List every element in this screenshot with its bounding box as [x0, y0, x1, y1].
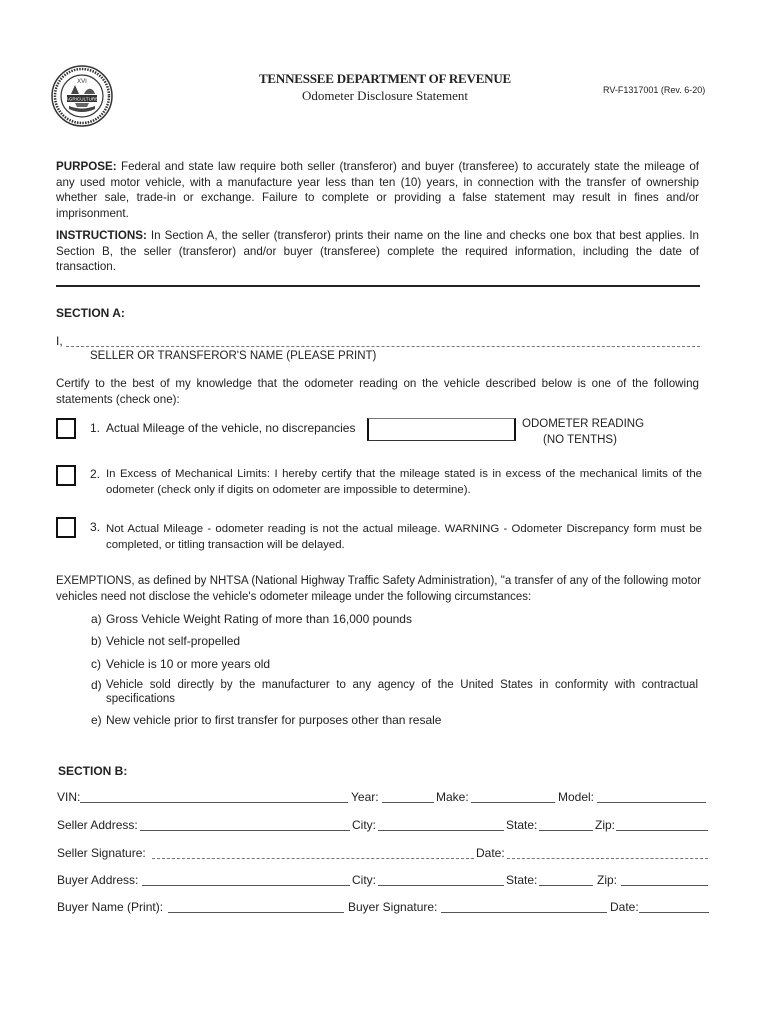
option-1-text: Actual Mileage of the vehicle, no discrepancies [106, 421, 356, 435]
year-field[interactable] [382, 802, 434, 803]
odometer-reading-box[interactable] [367, 418, 516, 441]
exemption-d-letter: d) [91, 678, 102, 692]
seller-signature-field[interactable] [152, 858, 474, 859]
buyer-name-label: Buyer Name (Print): [57, 900, 164, 914]
section-b-heading: SECTION B: [58, 764, 128, 778]
seller-name-caption: SELLER OR TRANSFEROR'S NAME (PLEASE PRINT) [90, 350, 377, 362]
buyer-signature-label: Buyer Signature: [348, 900, 438, 914]
form-number: RV-F1317001 (Rev. 6-20) [603, 85, 706, 95]
purpose-paragraph [56, 159, 699, 221]
seller-state-field[interactable] [539, 830, 593, 831]
make-field[interactable] [471, 802, 555, 803]
model-label: Model: [558, 790, 595, 804]
buyer-name-field[interactable] [168, 912, 344, 913]
option-3-text: Not Actual Mileage - odometer reading is not the actual mileage. WARNING - Odometer Discrepancy form must be completed, or titling transaction will be delayed. [106, 523, 702, 551]
vin-label: VIN: [57, 790, 81, 804]
seller-name-field[interactable] [66, 346, 700, 347]
buyer-zip-field[interactable] [621, 885, 708, 886]
buyer-date-field[interactable] [639, 912, 709, 913]
form-title: Odometer Disclosure Statement [301, 88, 469, 103]
seller-address-label: Seller Address: [57, 818, 138, 832]
buyer-signature-field[interactable] [441, 912, 607, 913]
buyer-city-field[interactable] [378, 885, 504, 886]
seller-city-label: City: [352, 818, 376, 832]
exemption-d-text: Vehicle sold directly by the manufacturer to any agency of the United States in conformity with contractual specifications [106, 679, 698, 705]
odometer-sublabel: (NO TENTHS) [543, 434, 617, 446]
department-title: TENNESSEE DEPARTMENT OF REVENUE [258, 71, 512, 86]
exemption-e-letter: e) [91, 713, 102, 727]
buyer-address-field[interactable] [142, 885, 350, 886]
instructions-label: INSTRUCTIONS: [56, 229, 147, 242]
section-divider [56, 285, 700, 287]
buyer-state-field[interactable] [539, 885, 593, 886]
seller-signature-label: Seller Signature: [57, 846, 146, 860]
seller-address-field[interactable] [140, 830, 350, 831]
option-2-number: 2. [90, 467, 101, 481]
option-3-checkbox[interactable] [56, 517, 76, 538]
make-label: Make: [436, 790, 469, 804]
state-seal [51, 65, 113, 127]
seller-city-field[interactable] [378, 830, 504, 831]
option-3-number: 3. [90, 520, 101, 534]
seal-text: AGRICULTURE [65, 96, 99, 102]
seller-zip-field[interactable] [616, 830, 708, 831]
buyer-city-label: City: [352, 873, 376, 887]
option-1-number: 1. [90, 421, 101, 435]
exemption-a-text: Gross Vehicle Weight Rating of more than 16,000 pounds [106, 612, 412, 626]
option-2-text: In Excess of Mechanical Limits: I hereby certify that the mileage stated is in excess of the mechanical limits of the odometer (check only if digits on odometer are impossible to determine). [106, 468, 702, 496]
exemption-b-text: Vehicle not self-propelled [106, 634, 241, 648]
purpose-text: Federal and state law require both seller (transferor) and buyer (transferee) to accurately state the mileage of any used motor vehicle, with a manufacture year less than ten (10) years, in connection with the transfer of ownership whether sale, trade-in or exchange. Failure to complete or providing a false statement may result in fines and/or imprisonment. [56, 160, 699, 220]
buyer-zip-label: Zip: [597, 873, 618, 887]
buyer-address-label: Buyer Address: [57, 873, 139, 887]
seller-state-label: State: [506, 818, 538, 832]
buyer-date-label: Date: [610, 900, 639, 914]
exemption-b-letter: b) [91, 634, 102, 648]
option-2-checkbox[interactable] [56, 465, 76, 486]
odometer-label: ODOMETER READING [522, 418, 645, 430]
exemption-e-text: New vehicle prior to first transfer for purposes other than resale [106, 713, 442, 727]
purpose-label: PURPOSE: [56, 160, 117, 173]
seller-date-field[interactable] [507, 858, 708, 859]
section-a-heading: SECTION A: [56, 306, 125, 320]
exemption-a-letter: a) [91, 612, 102, 626]
model-field[interactable] [597, 802, 706, 803]
vin-field[interactable] [80, 802, 348, 803]
year-label: Year: [351, 790, 379, 804]
seller-zip-label: Zip: [595, 818, 616, 832]
i-label: I, [56, 334, 63, 348]
svg-text:XVI: XVI [77, 79, 87, 85]
exemptions-intro: EXEMPTIONS, as defined by NHTSA (National Highway Traffic Safety Administration), "a transfer of any of the following motor vehicles need not disclose the vehicle's odometer mileage under the following circumstances: [56, 575, 701, 603]
seller-date-label: Date: [476, 846, 505, 860]
certify-text: Certify to the best of my knowledge that the odometer reading on the vehicle described below is one of the following statements (check one): [56, 377, 699, 406]
instructions-text: In Section A, the seller (transferor) prints their name on the line and checks one box that best applies. In Section B, the seller (transferor) and/or buyer (transferee) complete the required information, including the date of transaction. [56, 229, 699, 273]
instructions-paragraph [56, 228, 699, 275]
buyer-state-label: State: [506, 873, 538, 887]
option-1-checkbox[interactable] [56, 418, 76, 439]
exemption-c-text: Vehicle is 10 or more years old [106, 657, 271, 671]
exemption-c-letter: c) [91, 657, 101, 671]
